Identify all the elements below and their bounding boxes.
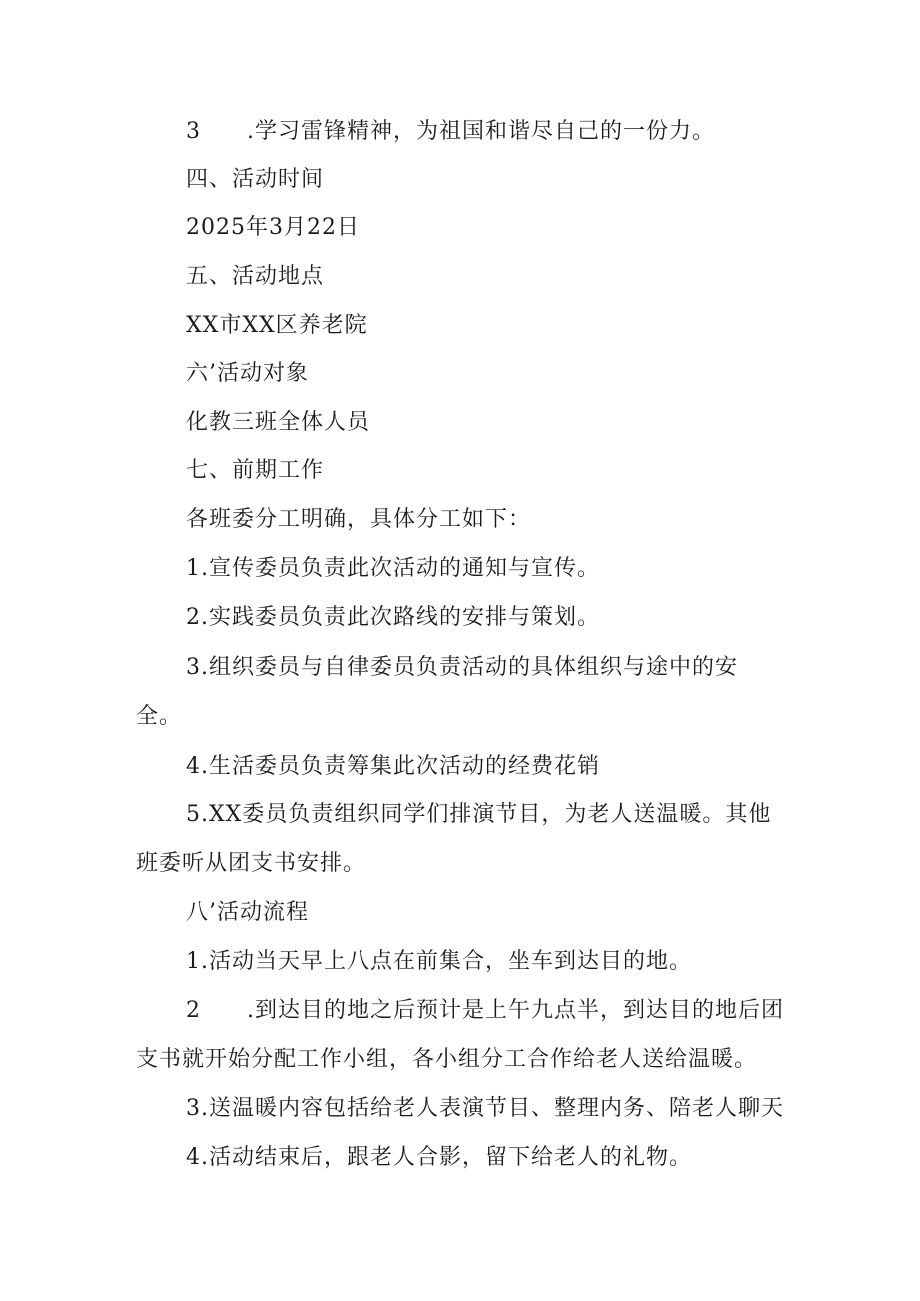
list-item: 3.组织委员与自律委员负责活动的具体组织与途中的安	[186, 655, 738, 680]
list-item: 3.送温暖内容包括给老人表演节目、整理内务、陪老人聊天	[186, 1096, 784, 1121]
text-line: 2025年3月22日	[186, 215, 360, 240]
section-heading: 四、活动时间	[186, 167, 325, 192]
list-item: 2.实践委员负责此次路线的安排与策划。	[186, 605, 600, 630]
text-line: 化教三班全体人员	[186, 410, 371, 435]
list-item-continuation: 班委听从团支书安排。	[136, 851, 367, 876]
section-heading: 六’活动对象	[186, 361, 309, 386]
list-item: 4.活动结束后，跟老人合影，留下给老人的礼物。	[186, 1145, 692, 1170]
list-item: 1.宣传委员负责此次活动的通知与宣传。	[186, 556, 600, 581]
list-item-continuation: 全。	[136, 704, 183, 729]
list-item: 4.生活委员负责筹集此次活动的经费花销	[186, 754, 600, 779]
section-heading: 五、活动地点	[186, 264, 325, 289]
list-item: 5.XX委员负责组织同学们排演节目，为老人送温暖。其他	[186, 802, 772, 827]
list-item: 2 .到达目的地之后预计是上午九点半，到达目的地后团	[186, 998, 784, 1023]
text-line: XX市XX区养老院	[186, 313, 368, 338]
section-heading: 七、前期工作	[186, 458, 325, 483]
list-item: 1.活动当天早上八点在前集合，坐车到达目的地。	[186, 949, 692, 974]
list-item-continuation: 支书就开始分配工作小组，各小组分工合作给老人送给温暖。	[136, 1047, 758, 1072]
text-line: 3 .学习雷锋精神，为祖国和谐尽自己的一份力。	[186, 119, 715, 144]
text-line: 各班委分工明确，具体分工如下：	[186, 507, 532, 532]
section-heading: 八’活动流程	[186, 900, 309, 925]
